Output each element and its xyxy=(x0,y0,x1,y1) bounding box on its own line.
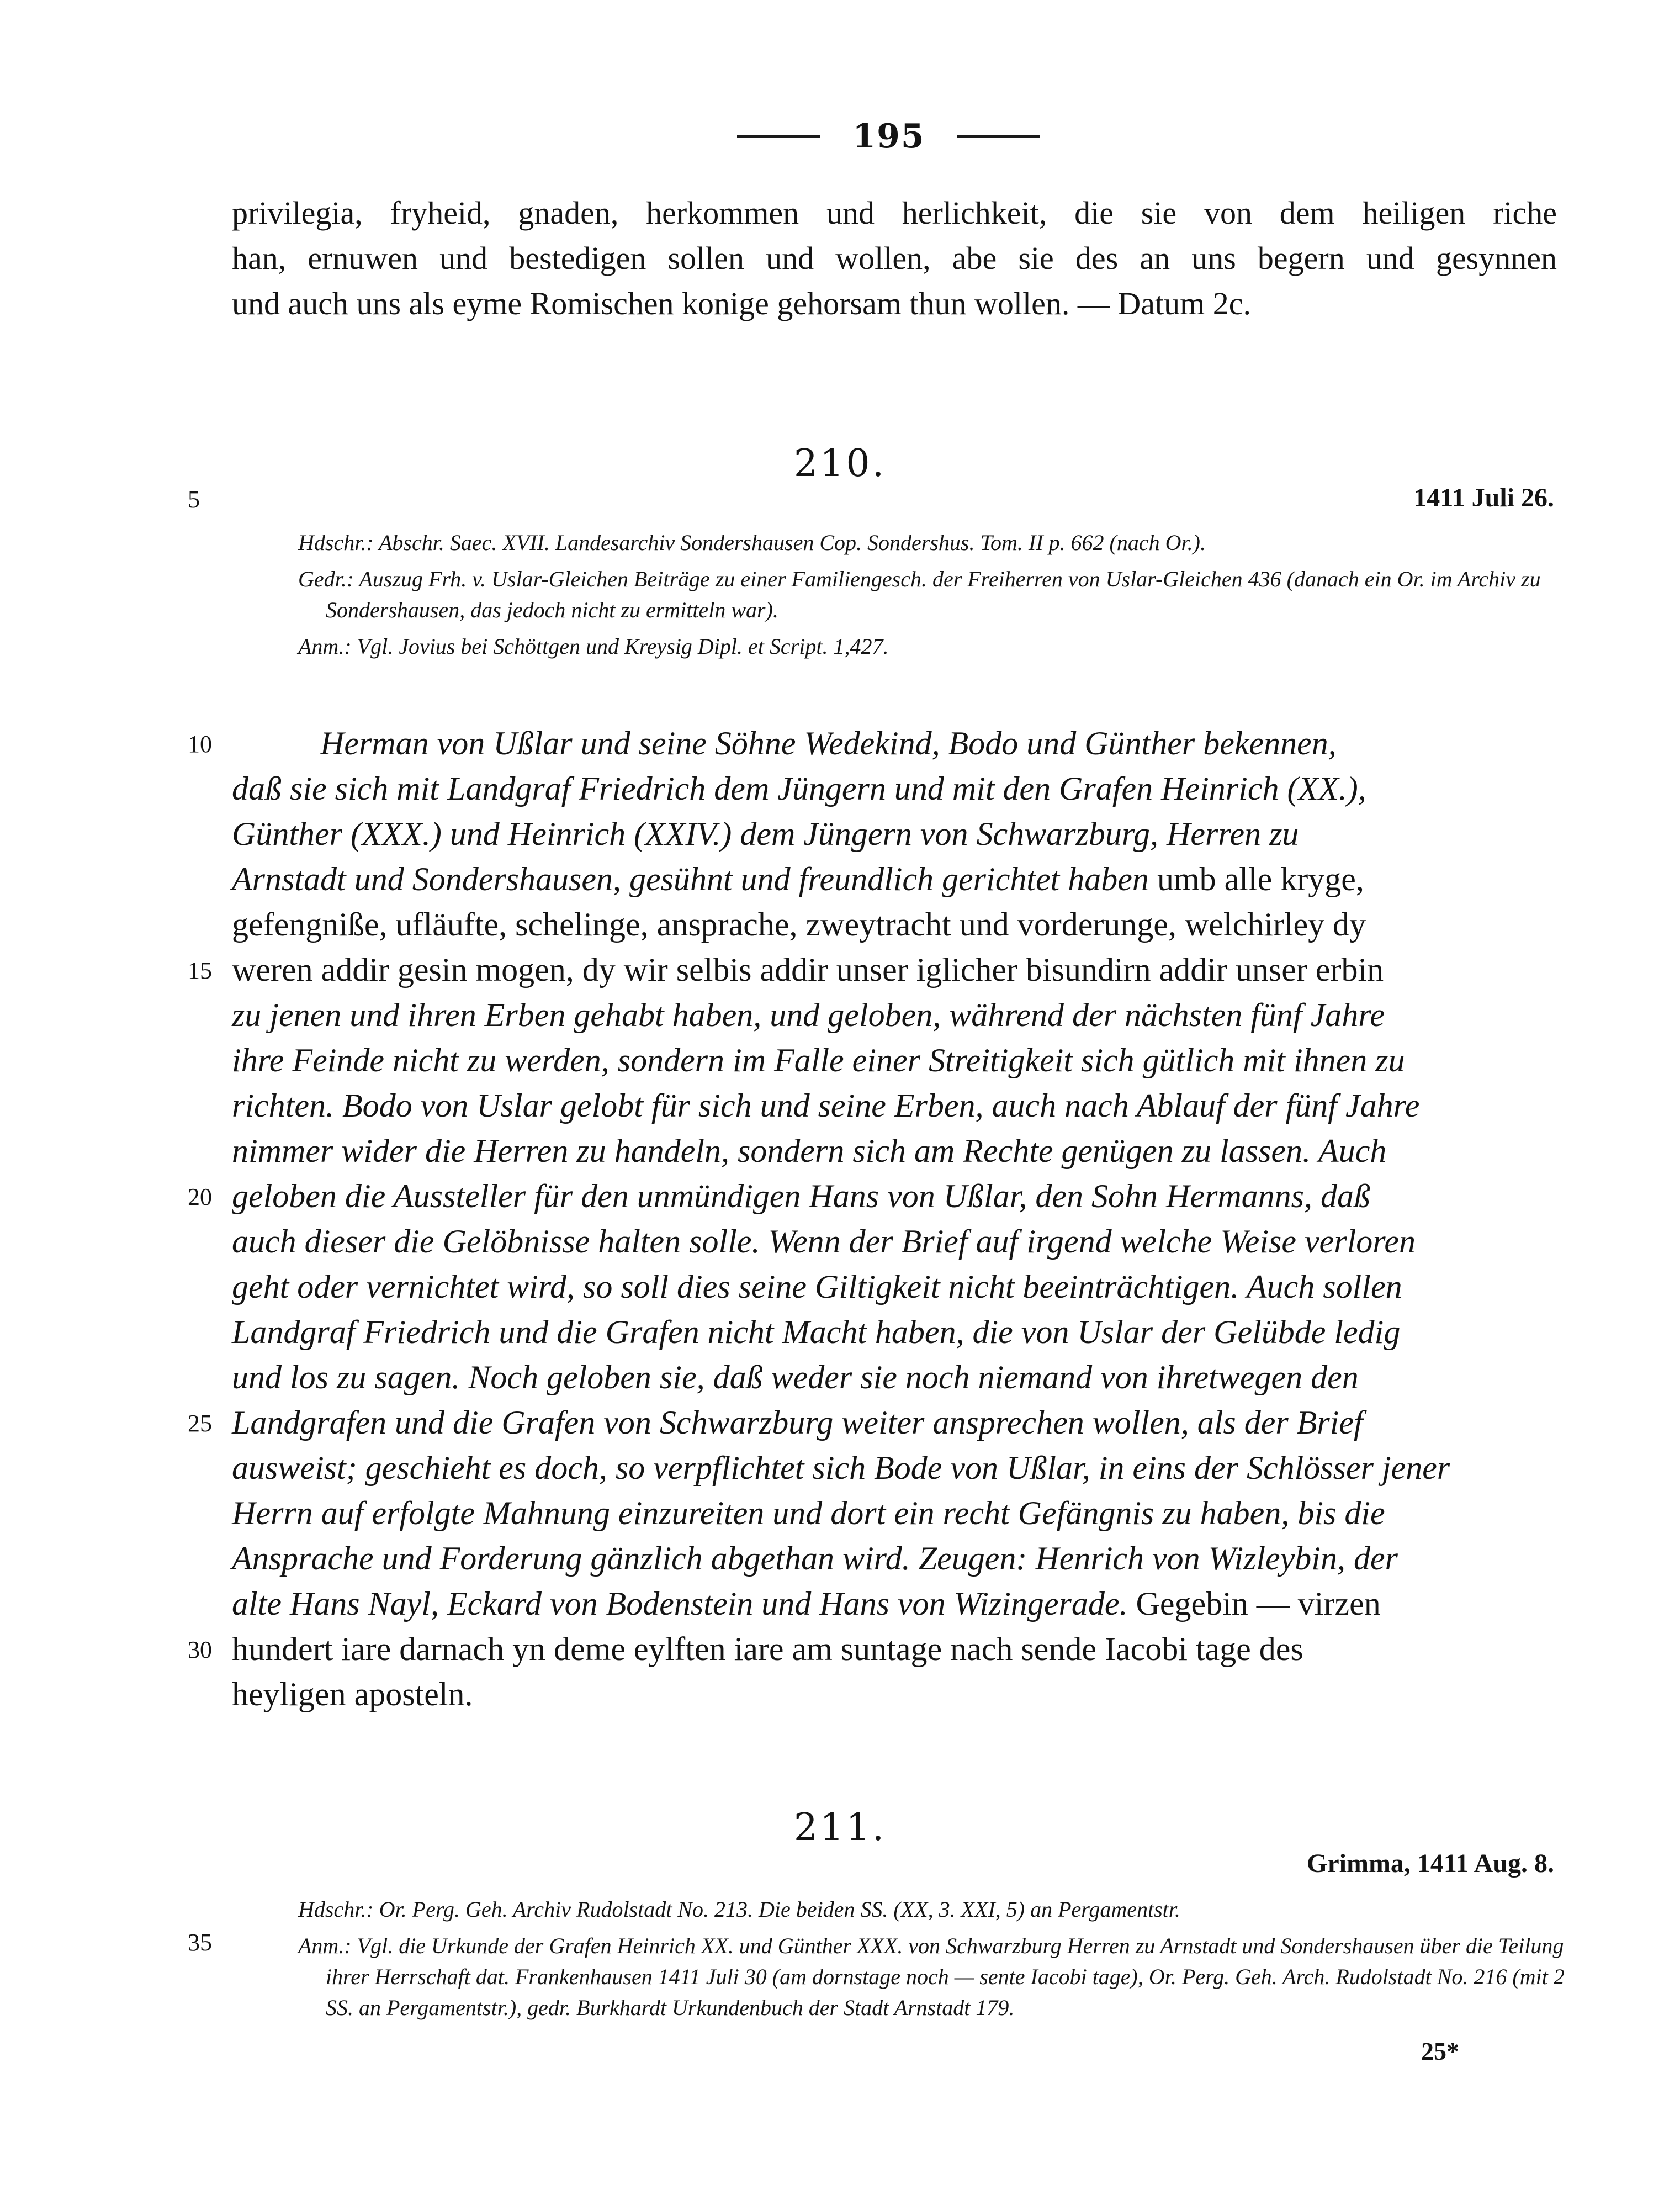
regest-line: geht oder vernichtet wird, so soll dies seine Giltigkeit nicht beeinträchtigen. Auch sollen xyxy=(232,1268,1402,1305)
document-number-211: 211. xyxy=(793,1806,887,1849)
apparatus-note: Gedr.: Auszug Frh. v. Uslar-Gleichen Beiträge zu einer Familiengesch. der Freiherren von Uslar-Gleichen 436 (danach ein Or. im Archiv zu Sondershausen, das jedoch nicht zu ermitteln war). xyxy=(298,567,1541,622)
regest-line: zu jenen und ihren Erben gehabt haben, und geloben, während der nächsten fünf Jahre xyxy=(232,997,1385,1033)
margin-line-number: 35 xyxy=(188,1929,212,1956)
continuation-line: privilegia, fryheid, gnaden, herkommen und herlichkeit, die sie von dem heiligen riche xyxy=(232,195,1557,231)
regest-line: gefengniße, ufläufte, schelinge, ansprache, zweytracht und vorderunge, welchirley dy xyxy=(232,906,1366,943)
margin-line-number: 25 xyxy=(188,1410,212,1437)
regest-line: heyligen aposteln. xyxy=(232,1676,473,1712)
regest-line: geloben die Aussteller für den unmündigen Hans von Ußlar, den Sohn Hermanns, daß xyxy=(232,1178,1371,1214)
regest-line: alte Hans Nayl, Eckard von Bodenstein und Hans von Wizingerade. Gegebin — virzen xyxy=(232,1585,1381,1622)
regest-line: richten. Bodo von Uslar gelobt für sich und seine Erben, auch nach Ablauf der fünf Jahre xyxy=(232,1087,1420,1124)
document-number-210: 210. xyxy=(793,442,887,485)
continuation-text xyxy=(232,191,1557,326)
regest-line: hundert iare darnach yn deme eylften iare am suntage nach sende Iacobi tage des xyxy=(232,1631,1303,1667)
margin-line-number: 15 xyxy=(188,957,212,984)
regest-line: nimmer wider die Herren zu handeln, sondern sich am Rechte genügen zu lassen. Auch xyxy=(232,1133,1387,1169)
signature-mark: 25* xyxy=(1421,2037,1459,2065)
continuation-line: han, ernuwen und bestedigen sollen und wollen, abe sie des an uns begern und gesynnen xyxy=(232,240,1557,276)
page-header xyxy=(0,117,1680,156)
apparatus-note: Anm.: Vgl. die Urkunde der Grafen Heinrich XX. und Günther XXX. von Schwarzburg Herren zu Arnstadt und Sondershausen über die Teilung ihrer Herrschaft dat. Frankenhausen 1411 Juli 30 (am dornstage noch — sente Iacobi tage), Or. Perg. Geh. Arch. Rudolstadt No. 216 (mit 2 SS. an Pergamentstr.), gedr. Burkhardt Urkundenbuch der Stadt Arnstadt 179. xyxy=(298,1933,1565,2020)
apparatus-note: Hdschr.: Or. Perg. Geh. Archiv Rudolstadt No. 213. Die beiden SS. (XX, 3. XXI, 5) an Pergamentstr. xyxy=(298,1897,1180,1922)
apparatus-210 xyxy=(298,527,1568,668)
header-rule-left xyxy=(737,135,820,138)
header-rule-right xyxy=(957,135,1040,138)
regest-line: ihre Feinde nicht zu werden, sondern im Falle einer Streitigkeit sich gütlich mit ihnen zu xyxy=(232,1042,1405,1078)
regest-line: Ansprache und Forderung gänzlich abgethan wird. Zeugen: Henrich von Wizleybin, der xyxy=(232,1540,1398,1577)
regest-line: Arnstadt und Sondershausen, gesühnt und freundlich gerichtet haben umb alle kryge, xyxy=(232,861,1364,897)
apparatus-211 xyxy=(298,1894,1568,2029)
document-date-211: Grimma, 1411 Aug. 8. xyxy=(1306,1849,1554,1878)
regest-line: ausweist; geschieht es doch, so verpflichtet sich Bode von Ußlar, in eins der Schlösser jener xyxy=(232,1450,1450,1486)
margin-line-number: 20 xyxy=(188,1183,212,1210)
regest-line: Landgrafen und die Grafen von Schwarzburg weiter ansprechen wollen, als der Brief xyxy=(232,1404,1363,1441)
regest-line: Herrn auf erfolgte Mahnung einzureiten und dort ein recht Gefängnis zu haben, bis die xyxy=(232,1495,1385,1531)
margin-line-number: 10 xyxy=(188,731,212,758)
regest-line: daß sie sich mit Landgraf Friedrich dem Jüngern und mit den Grafen Heinrich (XX.), xyxy=(232,770,1366,807)
margin-line-number: 30 xyxy=(188,1636,212,1663)
regest-line: Herman von Ußlar und seine Söhne Wedekind, Bodo und Günther bekennen, xyxy=(320,725,1337,762)
regest-line: weren addir gesin mogen, dy wir selbis addir unser iglicher bisundirn addir unser erbin xyxy=(232,951,1384,988)
regest-line: Landgraf Friedrich und die Grafen nicht Macht haben, die von Uslar der Gelübde ledig xyxy=(232,1314,1401,1350)
regest-line: Günther (XXX.) und Heinrich (XXIV.) dem Jüngern von Schwarzburg, Herren zu xyxy=(232,816,1299,852)
regest-line: auch dieser die Gelöbnisse halten solle. Wenn der Brief auf irgend welche Weise verloren xyxy=(232,1223,1416,1260)
regest-line: und los zu sagen. Noch geloben sie, daß weder sie noch niemand von ihretwegen den xyxy=(232,1359,1359,1395)
apparatus-note: Hdschr.: Abschr. Saec. XVII. Landesarchiv Sondershausen Cop. Sondershus. Tom. II p. 662 (nach Or.). xyxy=(298,530,1206,555)
apparatus-note: Anm.: Vgl. Jovius bei Schöttgen und Kreysig Dipl. et Script. 1,427. xyxy=(298,634,889,659)
continuation-line: und auch uns als eyme Romischen konige gehorsam thun wollen. — Datum 2c. xyxy=(232,285,1251,321)
page-number: 195 xyxy=(852,117,925,156)
document-date-210: 1411 Juli 26. xyxy=(1413,483,1554,512)
margin-line-number: 5 xyxy=(188,486,200,513)
regest-210 xyxy=(232,721,1557,1717)
